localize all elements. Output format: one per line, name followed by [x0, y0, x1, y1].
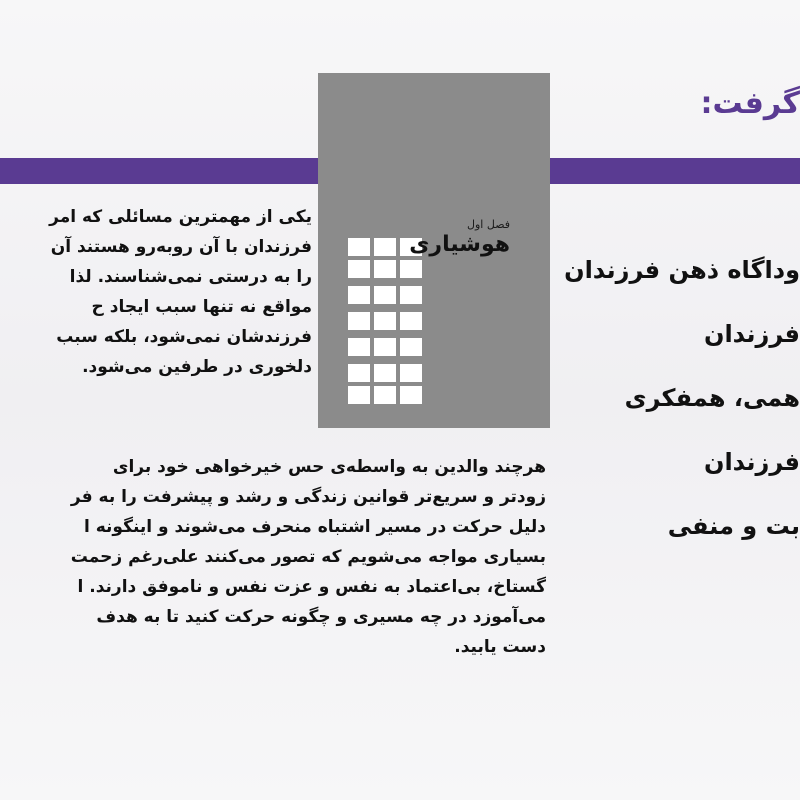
- topic-list: [560, 238, 800, 558]
- paragraph-intro: یکی از مهمترین مسائلی که امر فرزندان با آن روبه‌رو هستند آن را به درستی نمی‌شناسند. لذا مواقع نه تنها سبب ایجاد ح فرزندشان نمی‌شود، بلکه سبب دلخوری در طرفین می‌شود.: [49, 207, 312, 377]
- book-cover-title: هوشیاری: [409, 232, 510, 257]
- topic-list-item: بت و منفی: [667, 512, 800, 540]
- topic-list-item: وداگاه ذهن فرزندان: [564, 256, 800, 284]
- paragraph-main: هرچند والدین به واسطه‌ی حس خیرخواهی خود برای زودتر و سریع‌تر قوانین زندگی و رشد و پیشرفت را به فر دلیل حرکت در مسیر اشتباه منحرف می‌شوند و اینگونه ا بسیاری مواجه می‌شویم که تصور می‌کنند علی‌رغم زحمت گستاخ، بی‌اعتماد به نفس و عزت نفس و ناموفق دارند. ا می‌آموزد در چه مسیری و چگونه حرکت کنید تا به هدف دست یابید.: [70, 457, 546, 657]
- topic-list-item: فرزندان: [703, 448, 800, 476]
- section-heading: گرفت:: [700, 86, 800, 121]
- topic-list-item: فرزندان: [703, 320, 800, 348]
- topic-list-item: همی، همفکری: [624, 384, 800, 412]
- book-cover-chapter: فصل اول: [467, 218, 510, 231]
